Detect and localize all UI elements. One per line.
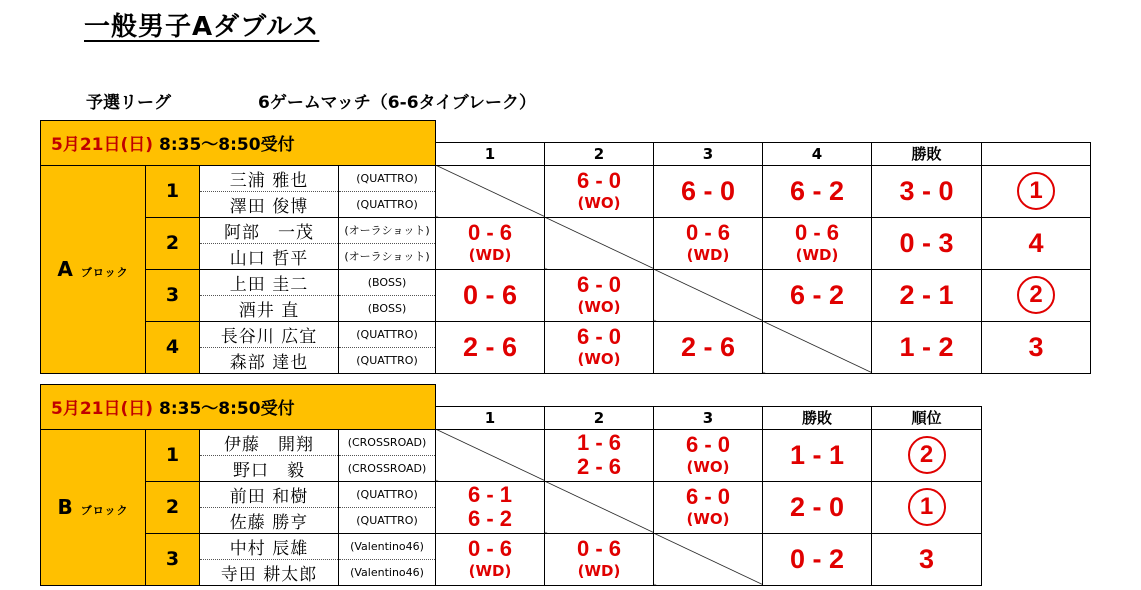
block-letter: A bbox=[57, 257, 73, 281]
block-a-table bbox=[40, 120, 1091, 374]
team-row-top bbox=[41, 321, 1091, 347]
score-cell bbox=[436, 269, 545, 321]
block-b-date-header bbox=[41, 385, 436, 430]
team-name: (QUATTRO) bbox=[339, 321, 436, 347]
self-match-cell bbox=[436, 429, 545, 481]
player-name: 澤田 俊博 bbox=[200, 191, 339, 217]
team-name: (BOSS) bbox=[339, 295, 436, 321]
rank-cell bbox=[982, 217, 1091, 269]
col-header-3: 3 bbox=[654, 142, 763, 165]
score-cell bbox=[436, 481, 545, 533]
match-note: (WD) bbox=[577, 562, 621, 580]
team-number: 2 bbox=[146, 481, 200, 533]
player-name: 野口 毅 bbox=[200, 455, 339, 481]
win-loss: 1 - 1 bbox=[790, 439, 845, 470]
team-number: 1 bbox=[146, 429, 200, 481]
team-name: (CROSSROAD) bbox=[339, 429, 436, 455]
score-cell bbox=[654, 429, 763, 481]
self-match-cell bbox=[654, 269, 763, 321]
win-loss: 0 - 2 bbox=[790, 543, 845, 574]
col-header-1: 1 bbox=[436, 142, 545, 165]
player-name: 山口 哲平 bbox=[200, 243, 339, 269]
score-cell bbox=[545, 269, 654, 321]
win-loss: 2 - 0 bbox=[790, 491, 845, 522]
team-number: 2 bbox=[146, 217, 200, 269]
rank-cell bbox=[982, 165, 1091, 217]
rank: 3 bbox=[1028, 331, 1044, 362]
match-score: 0 - 6 bbox=[468, 220, 513, 245]
col-header-rank: 順位 bbox=[872, 406, 982, 429]
player-name: 上田 圭二 bbox=[200, 269, 339, 295]
block-a-label bbox=[41, 165, 146, 373]
match-score: 0 - 6 bbox=[468, 536, 513, 561]
rank-cell bbox=[982, 269, 1091, 321]
match-score: 0 - 6 bbox=[577, 536, 622, 561]
match-score: 2 - 6 bbox=[577, 454, 622, 479]
score-cell bbox=[763, 165, 872, 217]
win-loss-cell bbox=[763, 533, 872, 585]
score-cell bbox=[545, 429, 654, 481]
col-header-3: 3 bbox=[654, 406, 763, 429]
score-cell bbox=[654, 321, 763, 373]
score-cell bbox=[654, 481, 763, 533]
player-name: 中村 辰雄 bbox=[200, 533, 339, 559]
rank-cell bbox=[872, 533, 982, 585]
match-score: 1 - 6 bbox=[577, 430, 622, 455]
team-name: (オーラショット) bbox=[339, 243, 436, 269]
rank-circled: 2 bbox=[1017, 276, 1055, 314]
block-b-table bbox=[40, 384, 982, 586]
rank: 4 bbox=[1028, 227, 1044, 258]
team-name: (CROSSROAD) bbox=[339, 455, 436, 481]
score-cell bbox=[436, 533, 545, 585]
col-header-1: 1 bbox=[436, 406, 545, 429]
self-match-cell bbox=[545, 481, 654, 533]
block-b-date: 5月21日(日) bbox=[51, 399, 154, 420]
team-name: (QUATTRO) bbox=[339, 165, 436, 191]
player-name: 三浦 雅也 bbox=[200, 165, 339, 191]
team-name: (QUATTRO) bbox=[339, 347, 436, 373]
match-score: 6 - 2 bbox=[790, 175, 845, 206]
league-label: 予選リーグ bbox=[86, 93, 171, 113]
col-header-4: 4 bbox=[763, 142, 872, 165]
score-cell bbox=[436, 217, 545, 269]
team-name: (Valentino46) bbox=[339, 533, 436, 559]
match-score: 0 - 6 bbox=[686, 220, 731, 245]
match-score: 2 - 6 bbox=[681, 331, 736, 362]
team-number: 3 bbox=[146, 533, 200, 585]
score-cell bbox=[545, 321, 654, 373]
match-note: (WO) bbox=[686, 458, 730, 476]
score-cell bbox=[763, 269, 872, 321]
match-note: (WO) bbox=[686, 510, 730, 528]
self-match-cell bbox=[436, 165, 545, 217]
win-loss-cell bbox=[763, 481, 872, 533]
win-loss-cell bbox=[872, 321, 982, 373]
col-header-2: 2 bbox=[545, 142, 654, 165]
score-cell bbox=[545, 533, 654, 585]
team-row-top bbox=[41, 165, 1091, 191]
block-letter: B bbox=[57, 495, 73, 519]
win-loss: 2 - 1 bbox=[899, 279, 954, 310]
match-score: 6 - 0 bbox=[681, 175, 736, 206]
col-header-2: 2 bbox=[545, 406, 654, 429]
block-b-label bbox=[41, 429, 146, 585]
page-title: 一般男子Aダブルス bbox=[84, 12, 320, 42]
player-name: 長谷川 広宜 bbox=[200, 321, 339, 347]
col-header-winloss: 勝敗 bbox=[872, 142, 982, 165]
rank-cell bbox=[982, 321, 1091, 373]
match-score: 6 - 0 bbox=[577, 272, 622, 297]
player-name: 酒井 直 bbox=[200, 295, 339, 321]
match-score: 0 - 6 bbox=[795, 220, 840, 245]
win-loss: 1 - 2 bbox=[899, 331, 954, 362]
match-note: (WD) bbox=[795, 246, 839, 264]
match-format: 6ゲームマッチ（6-6タイブレーク） bbox=[258, 93, 536, 113]
match-score: 0 - 6 bbox=[463, 279, 518, 310]
match-score: 6 - 0 bbox=[577, 168, 622, 193]
player-name: 森部 達也 bbox=[200, 347, 339, 373]
match-score: 6 - 1 bbox=[468, 482, 513, 507]
match-note: (WO) bbox=[577, 298, 621, 316]
rank-circled: 1 bbox=[908, 488, 946, 526]
match-score: 6 - 2 bbox=[468, 506, 513, 531]
win-loss: 0 - 3 bbox=[899, 227, 954, 258]
match-note: (WO) bbox=[577, 194, 621, 212]
match-score: 6 - 0 bbox=[577, 324, 622, 349]
team-name: (QUATTRO) bbox=[339, 507, 436, 533]
match-score: 2 - 6 bbox=[463, 331, 518, 362]
rank-cell bbox=[872, 481, 982, 533]
score-cell bbox=[763, 217, 872, 269]
block-b-time: 8:35～8:50受付 bbox=[159, 399, 295, 420]
team-number: 1 bbox=[146, 165, 200, 217]
match-note: (WO) bbox=[577, 350, 621, 368]
match-score: 6 - 2 bbox=[790, 279, 845, 310]
win-loss-cell bbox=[872, 217, 982, 269]
match-note: (WD) bbox=[468, 562, 512, 580]
score-cell bbox=[436, 321, 545, 373]
self-match-cell bbox=[763, 321, 872, 373]
rank: 3 bbox=[919, 543, 935, 574]
rank-circled: 2 bbox=[908, 436, 946, 474]
player-name: 伊藤 開翔 bbox=[200, 429, 339, 455]
player-name: 前田 和樹 bbox=[200, 481, 339, 507]
block-a-date: 5月21日(日) bbox=[51, 135, 154, 156]
win-loss-cell bbox=[872, 165, 982, 217]
block-a-time: 8:35～8:50受付 bbox=[159, 135, 295, 156]
team-row-top bbox=[41, 533, 982, 559]
team-name: (BOSS) bbox=[339, 269, 436, 295]
col-header-winloss: 勝敗 bbox=[763, 406, 872, 429]
win-loss-cell bbox=[763, 429, 872, 481]
match-note: (WD) bbox=[468, 246, 512, 264]
block-a-date-header bbox=[41, 121, 436, 166]
score-cell bbox=[654, 217, 763, 269]
rank-cell bbox=[872, 429, 982, 481]
team-row-top bbox=[41, 217, 1091, 243]
match-note: (WD) bbox=[686, 246, 730, 264]
win-loss: 3 - 0 bbox=[899, 175, 954, 206]
score-cell bbox=[654, 165, 763, 217]
team-name: (QUATTRO) bbox=[339, 191, 436, 217]
team-row-top bbox=[41, 269, 1091, 295]
self-match-cell bbox=[654, 533, 763, 585]
team-name: (Valentino46) bbox=[339, 559, 436, 585]
player-name: 佐藤 勝亨 bbox=[200, 507, 339, 533]
block-word: ブロック bbox=[80, 504, 129, 517]
match-score: 6 - 0 bbox=[686, 484, 731, 509]
team-row-top bbox=[41, 429, 982, 455]
rank-circled: 1 bbox=[1017, 172, 1055, 210]
player-name: 寺田 耕太郎 bbox=[200, 559, 339, 585]
team-name: (オーラショット) bbox=[339, 217, 436, 243]
col-header-rank bbox=[982, 142, 1091, 165]
block-word: ブロック bbox=[80, 266, 129, 279]
match-score: 6 - 0 bbox=[686, 432, 731, 457]
score-cell bbox=[545, 165, 654, 217]
team-number: 3 bbox=[146, 269, 200, 321]
player-name: 阿部 一茂 bbox=[200, 217, 339, 243]
team-number: 4 bbox=[146, 321, 200, 373]
team-row-top bbox=[41, 481, 982, 507]
self-match-cell bbox=[545, 217, 654, 269]
team-name: (QUATTRO) bbox=[339, 481, 436, 507]
win-loss-cell bbox=[872, 269, 982, 321]
